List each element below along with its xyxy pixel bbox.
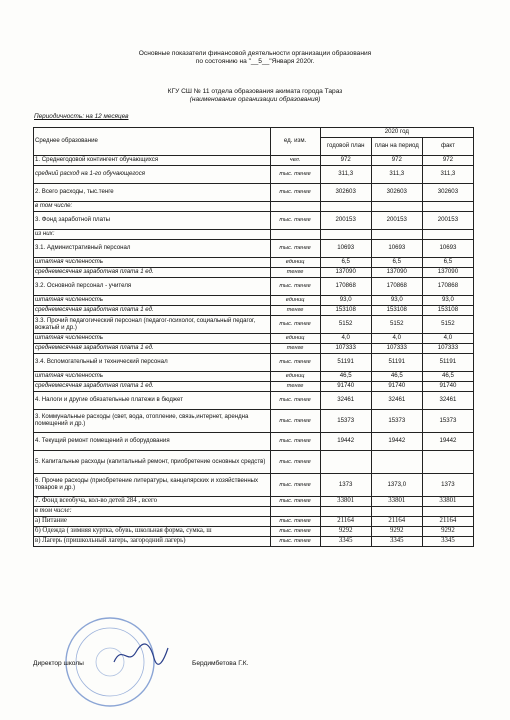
row-period-plan: 32461	[371, 392, 422, 410]
row-name: штатная численность	[34, 334, 271, 344]
table-row	[34, 212, 474, 230]
row-annual-plan: 5152	[320, 316, 371, 334]
row-unit	[270, 507, 320, 517]
row-name: средний расход на 1-го обучающегося	[34, 166, 271, 184]
row-fact	[422, 202, 473, 212]
row-period-plan: 170868	[371, 278, 422, 296]
row-unit: тыс. тенге	[270, 451, 320, 474]
row-name: 4. Текущий ремонт помещений и оборудования	[34, 433, 271, 451]
row-period-plan	[371, 230, 422, 240]
header-year: 2020 год	[320, 128, 473, 138]
row-period-plan: 3345	[371, 537, 422, 547]
table-row	[34, 537, 474, 547]
row-name: 2. Всего расходы, тыс.тенге	[34, 184, 271, 202]
table-row	[34, 372, 474, 382]
row-annual-plan: 1373	[320, 474, 371, 497]
row-annual-plan: 153108	[320, 306, 371, 316]
row-name: 3.3. Прочий педагогический персонал (педагог-психолог, социальный педагог, вожатый и др.)	[34, 316, 271, 334]
row-name: среднемесячная заработная плата 1 ед.	[34, 268, 271, 278]
row-fact: 137090	[422, 268, 473, 278]
table-row	[34, 156, 474, 166]
row-name: в) Лагерь (пришкольный лагерь, загородний лагерь)	[34, 537, 271, 547]
row-period-plan: 137090	[371, 268, 422, 278]
row-fact: 9292	[422, 527, 473, 537]
row-unit: тыс. тенге	[270, 497, 320, 507]
row-name: среднемесячная заработная плата 1 ед.	[34, 382, 271, 392]
row-period-plan: 311,3	[371, 166, 422, 184]
row-period-plan: 21164	[371, 517, 422, 527]
row-period-plan: 46,5	[371, 372, 422, 382]
row-name: штатная численность	[34, 296, 271, 306]
row-period-plan: 5152	[371, 316, 422, 334]
header-fact: факт	[422, 138, 473, 156]
table-row	[34, 382, 474, 392]
row-period-plan: 107333	[371, 344, 422, 354]
row-fact: 46,5	[422, 372, 473, 382]
row-period-plan	[371, 202, 422, 212]
table-row	[34, 410, 474, 433]
row-fact: 93,0	[422, 296, 473, 306]
row-fact: 6,5	[422, 258, 473, 268]
row-unit: тыс. тенге	[270, 527, 320, 537]
organization-caption: (наименование организации образования)	[189, 96, 321, 103]
row-annual-plan: 302603	[320, 184, 371, 202]
row-annual-plan: 9292	[320, 527, 371, 537]
row-name: 7. Фонд всеобуча, кол-во детей 284 , всего	[34, 497, 271, 507]
row-period-plan	[371, 507, 422, 517]
row-unit: чел.	[270, 156, 320, 166]
row-annual-plan: 170868	[320, 278, 371, 296]
row-annual-plan: 93,0	[320, 296, 371, 306]
row-unit: единиц	[270, 296, 320, 306]
row-unit: тыс. тенге	[270, 410, 320, 433]
row-annual-plan: 32461	[320, 392, 371, 410]
row-annual-plan: 3345	[320, 537, 371, 547]
row-unit: тыс. тенге	[270, 212, 320, 230]
row-annual-plan: 200153	[320, 212, 371, 230]
row-name: б) Одежда ( зимняя куртка, обувь, школьная форма, сумка, ш	[34, 527, 271, 537]
row-fact: 33801	[422, 497, 473, 507]
row-fact: 21164	[422, 517, 473, 527]
table-row	[34, 451, 474, 474]
row-period-plan: 972	[371, 156, 422, 166]
row-period-plan: 200153	[371, 212, 422, 230]
row-fact: 972	[422, 156, 473, 166]
row-annual-plan: 33801	[320, 497, 371, 507]
table-row	[34, 334, 474, 344]
row-unit: единиц	[270, 258, 320, 268]
row-name: 3. Фонд заработной платы	[34, 212, 271, 230]
table-row	[34, 230, 474, 240]
row-fact	[422, 507, 473, 517]
table-row	[34, 507, 474, 517]
row-period-plan	[371, 451, 422, 474]
row-fact: 107333	[422, 344, 473, 354]
row-annual-plan: 15373	[320, 410, 371, 433]
table-row	[34, 316, 474, 334]
row-period-plan: 93,0	[371, 296, 422, 306]
row-unit: тыс. тенге	[270, 184, 320, 202]
financial-table	[33, 127, 474, 547]
row-name: а) Питание	[34, 517, 271, 527]
director-name: Бердимбетова Г.К.	[192, 660, 249, 667]
row-unit: тыс. тенге	[270, 166, 320, 184]
report-title: Основные показатели финансовой деятельности организации образования	[138, 50, 372, 57]
row-annual-plan	[320, 202, 371, 212]
row-fact: 3345	[422, 537, 473, 547]
row-unit: единиц	[270, 334, 320, 344]
row-name: 3. Коммунальные расходы (свет, вода, отопление, связь,интернет, арендна помещений и др.)	[34, 410, 271, 433]
table-row	[34, 166, 474, 184]
table-row	[34, 433, 474, 451]
header-period: план на период	[371, 138, 422, 156]
row-name: штатная численность	[34, 372, 271, 382]
table-row	[34, 258, 474, 268]
table-row	[34, 268, 474, 278]
row-name: в том числе:	[34, 507, 271, 517]
table-row	[34, 278, 474, 296]
row-annual-plan: 311,3	[320, 166, 371, 184]
row-annual-plan: 91740	[320, 382, 371, 392]
row-name: 1. Среднегодовой контингент обучающихся	[34, 156, 271, 166]
row-period-plan: 302603	[371, 184, 422, 202]
row-fact: 10693	[422, 240, 473, 258]
table-row	[34, 527, 474, 537]
row-unit	[270, 230, 320, 240]
report-date: по состоянию на "__5__"Января 2020г.	[195, 58, 315, 65]
director-signature	[110, 640, 170, 670]
row-name: 6. Прочие расходы (приобретение литературы, канцелярских и хозяйственных товаров и др.)	[34, 474, 271, 497]
row-annual-plan	[320, 507, 371, 517]
table-row	[34, 306, 474, 316]
row-name: из них:	[34, 230, 271, 240]
row-name: в том числе:	[34, 202, 271, 212]
row-period-plan: 91740	[371, 382, 422, 392]
row-annual-plan: 137090	[320, 268, 371, 278]
row-annual-plan: 4,0	[320, 334, 371, 344]
row-period-plan: 9292	[371, 527, 422, 537]
row-annual-plan	[320, 230, 371, 240]
row-fact: 302603	[422, 184, 473, 202]
row-name: среднемесячная заработная плата 1 ед.	[34, 306, 271, 316]
row-period-plan: 19442	[371, 433, 422, 451]
row-name: среднемесячная заработная плата 1 ед.	[34, 344, 271, 354]
row-period-plan: 33801	[371, 497, 422, 507]
row-fact: 91740	[422, 382, 473, 392]
table-row	[34, 517, 474, 527]
header-annual: годовой план	[320, 138, 371, 156]
row-period-plan: 15373	[371, 410, 422, 433]
row-annual-plan: 51191	[320, 354, 371, 372]
row-fact: 5152	[422, 316, 473, 334]
row-unit: тыс. тенге	[270, 240, 320, 258]
periodicity: Периодичность: на 12 месяцев	[34, 113, 129, 120]
row-annual-plan	[320, 451, 371, 474]
row-unit	[270, 202, 320, 212]
table-header-row	[34, 128, 474, 138]
row-unit: тенге	[270, 382, 320, 392]
row-unit: тыс. тенге	[270, 278, 320, 296]
row-unit: тыс. тенге	[270, 433, 320, 451]
table-row	[34, 392, 474, 410]
row-name: 3.1. Административный персонал	[34, 240, 271, 258]
table-row	[34, 474, 474, 497]
row-unit: тыс. тенге	[270, 392, 320, 410]
row-annual-plan: 46,5	[320, 372, 371, 382]
row-fact	[422, 230, 473, 240]
row-fact: 4,0	[422, 334, 473, 344]
organization-name: КГУ СШ № 11 отдела образования акимата города Тараз	[167, 88, 343, 95]
table-row	[34, 354, 474, 372]
table-row	[34, 240, 474, 258]
row-fact: 51191	[422, 354, 473, 372]
row-name: 3.4. Вспомогательный и технический персонал	[34, 354, 271, 372]
row-unit: тыс. тенге	[270, 316, 320, 334]
row-annual-plan: 107333	[320, 344, 371, 354]
row-period-plan: 10693	[371, 240, 422, 258]
table-row	[34, 344, 474, 354]
row-fact: 32461	[422, 392, 473, 410]
row-period-plan: 4,0	[371, 334, 422, 344]
row-annual-plan: 21164	[320, 517, 371, 527]
row-unit: тенге	[270, 306, 320, 316]
table-row	[34, 202, 474, 212]
row-name: штатная численность	[34, 258, 271, 268]
row-fact: 200153	[422, 212, 473, 230]
row-unit: тыс. тенге	[270, 537, 320, 547]
row-unit: тыс. тенге	[270, 474, 320, 497]
row-fact: 15373	[422, 410, 473, 433]
row-annual-plan: 10693	[320, 240, 371, 258]
row-period-plan: 153108	[371, 306, 422, 316]
header-unit: ед. изм.	[270, 128, 320, 156]
row-unit: тенге	[270, 268, 320, 278]
row-unit: тыс. тенге	[270, 517, 320, 527]
row-unit: тыс. тенге	[270, 354, 320, 372]
table-row	[34, 184, 474, 202]
row-period-plan: 51191	[371, 354, 422, 372]
row-unit: единиц	[270, 372, 320, 382]
row-period-plan: 1373,0	[371, 474, 422, 497]
table-row	[34, 497, 474, 507]
row-annual-plan: 972	[320, 156, 371, 166]
row-name: 5. Капитальные расходы (капитальный ремонт, приобретение основных средств)	[34, 451, 271, 474]
row-fact: 1373	[422, 474, 473, 497]
row-annual-plan: 19442	[320, 433, 371, 451]
row-annual-plan: 6,5	[320, 258, 371, 268]
row-fact: 170868	[422, 278, 473, 296]
row-fact: 19442	[422, 433, 473, 451]
row-name: 3.2. Основной персонал - учителя	[34, 278, 271, 296]
header-name: Среднее образование	[34, 128, 271, 156]
director-label: Директор школы	[33, 660, 84, 667]
table-row	[34, 296, 474, 306]
row-period-plan: 6,5	[371, 258, 422, 268]
row-unit: тенге	[270, 344, 320, 354]
row-fact	[422, 451, 473, 474]
row-fact: 153108	[422, 306, 473, 316]
row-fact: 311,3	[422, 166, 473, 184]
row-name: 4. Налоги и другие обязательные платежи в бюджет	[34, 392, 271, 410]
